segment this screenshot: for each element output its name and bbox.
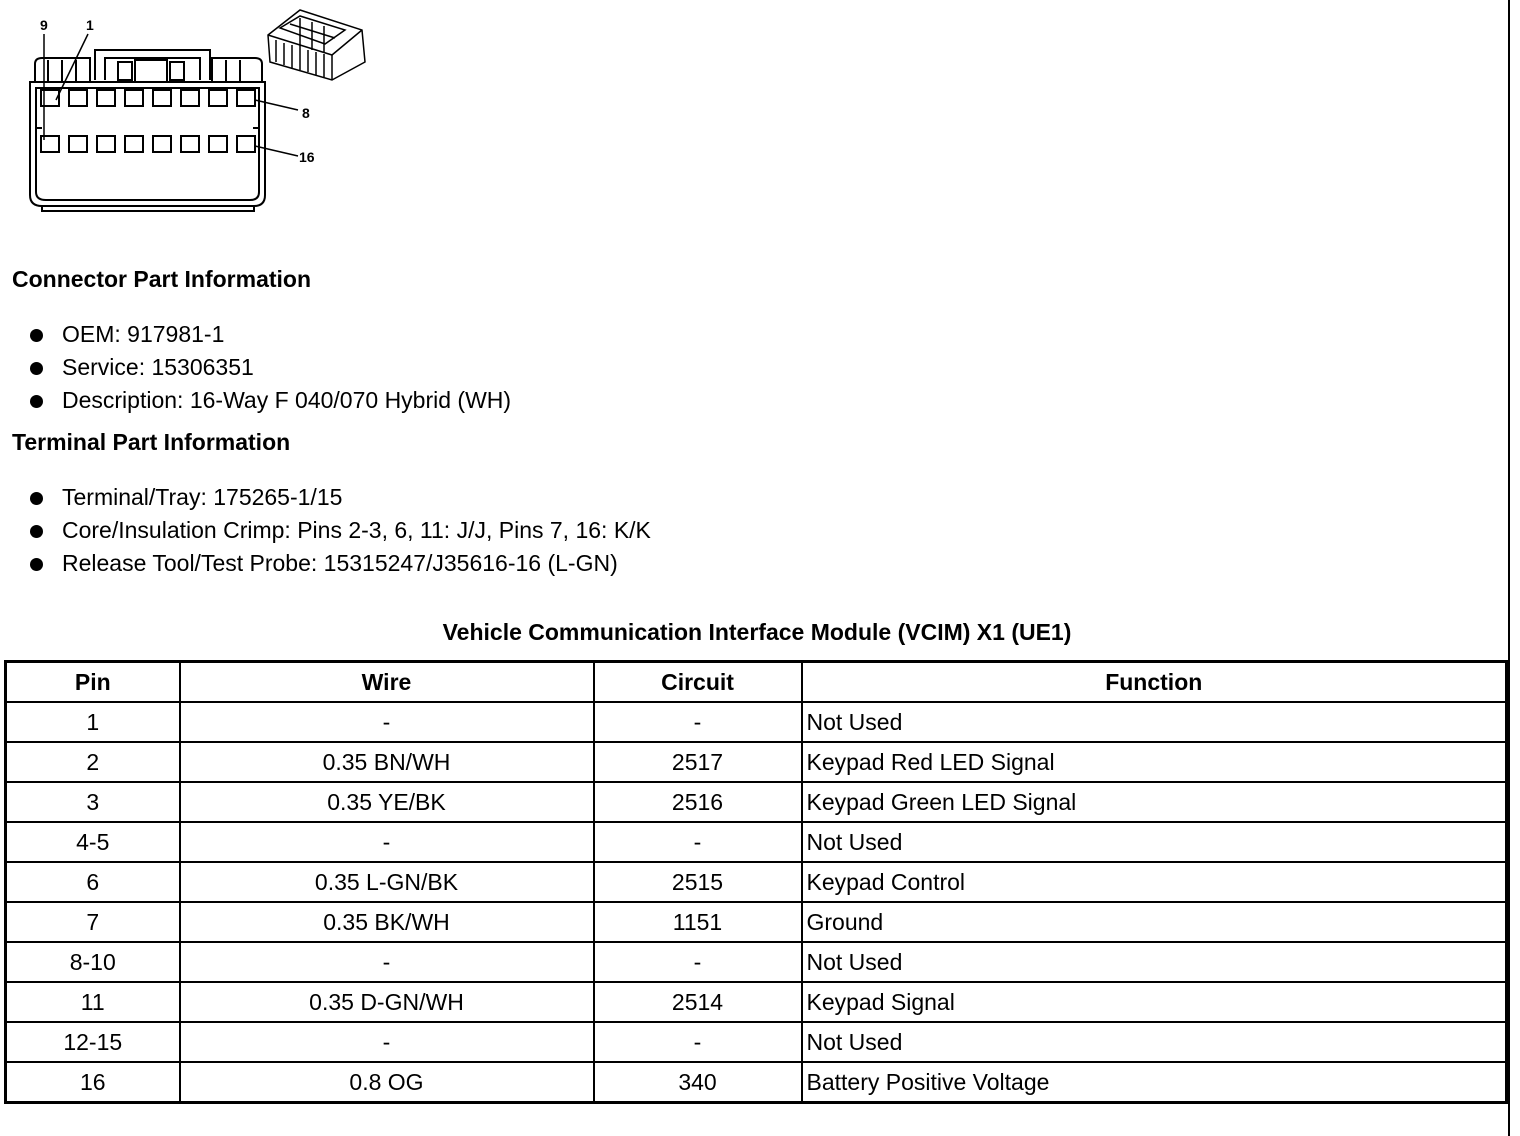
list-item	[28, 481, 651, 514]
list-item	[28, 514, 651, 547]
cell-function: Keypad Control	[802, 862, 1507, 902]
list-item	[28, 547, 651, 580]
table-header-row	[6, 662, 1507, 703]
cell-circuit: 1151	[594, 902, 802, 942]
cell-wire: 0.35 D-GN/WH	[180, 982, 594, 1022]
list-item	[28, 318, 511, 351]
connector-diagram	[0, 0, 400, 230]
cell-wire: -	[180, 702, 594, 742]
terminal-info-heading: Terminal Part Information	[12, 429, 291, 455]
pin-label-9: 9	[40, 17, 48, 33]
table-row	[6, 1022, 1507, 1062]
header-wire: Wire	[180, 662, 594, 703]
connector-thumbnail-icon	[268, 10, 365, 80]
cell-function: Keypad Signal	[802, 982, 1507, 1022]
cell-circuit: 2517	[594, 742, 802, 782]
page-border-right	[1508, 0, 1510, 1136]
table-row	[6, 982, 1507, 1022]
table-row	[6, 702, 1507, 742]
list-item-text: Terminal/Tray: 175265-1/15	[62, 484, 343, 510]
table-row	[6, 822, 1507, 862]
cell-circuit: -	[594, 942, 802, 982]
cell-circuit: 2516	[594, 782, 802, 822]
table-row	[6, 782, 1507, 822]
list-item-text: Service: 15306351	[62, 354, 254, 380]
cell-wire: 0.35 L-GN/BK	[180, 862, 594, 902]
header-pin: Pin	[6, 662, 180, 703]
cell-function: Keypad Red LED Signal	[802, 742, 1507, 782]
pin-label-1: 1	[86, 17, 94, 33]
cell-pin: 2	[6, 742, 180, 782]
cell-pin: 11	[6, 982, 180, 1022]
pinout-table	[4, 660, 1508, 1104]
cell-circuit: 340	[594, 1062, 802, 1103]
cell-function: Not Used	[802, 942, 1507, 982]
cell-pin: 3	[6, 782, 180, 822]
table-row	[6, 902, 1507, 942]
cell-circuit: 2515	[594, 862, 802, 902]
table-row	[6, 862, 1507, 902]
connector-info-list	[28, 318, 511, 417]
connector-info-heading: Connector Part Information	[12, 266, 312, 292]
table-row	[6, 1062, 1507, 1103]
cell-function: Not Used	[802, 822, 1507, 862]
table-row	[6, 742, 1507, 782]
bullet-icon	[30, 525, 43, 538]
cell-wire: -	[180, 942, 594, 982]
list-item-text: Core/Insulation Crimp: Pins 2-3, 6, 11: J/J, Pins 7, 16: K/K	[62, 517, 651, 543]
cell-wire: 0.8 OG	[180, 1062, 594, 1103]
cell-function: Ground	[802, 902, 1507, 942]
cell-pin: 1	[6, 702, 180, 742]
cell-wire: 0.35 YE/BK	[180, 782, 594, 822]
cell-circuit: 2514	[594, 982, 802, 1022]
list-item-text: OEM: 917981-1	[62, 321, 225, 347]
pin-label-16: 16	[299, 149, 315, 165]
bullet-icon	[30, 492, 43, 505]
connector-housing	[30, 50, 265, 211]
cell-circuit: -	[594, 822, 802, 862]
cell-function: Keypad Green LED Signal	[802, 782, 1507, 822]
cell-function: Battery Positive Voltage	[802, 1062, 1507, 1103]
list-item	[28, 351, 511, 384]
cell-circuit: -	[594, 1022, 802, 1062]
terminal-info-list	[28, 481, 651, 580]
list-item-text: Release Tool/Test Probe: 15315247/J35616-16 (L-GN)	[62, 550, 618, 576]
cell-wire: -	[180, 822, 594, 862]
pin-cavities	[41, 90, 255, 152]
cell-pin: 6	[6, 862, 180, 902]
cell-wire: 0.35 BK/WH	[180, 902, 594, 942]
bullet-icon	[30, 362, 43, 375]
table-title: Vehicle Communication Interface Module (VCIM) X1 (UE1)	[442, 619, 1072, 645]
cell-function: Not Used	[802, 1022, 1507, 1062]
cell-pin: 12-15	[6, 1022, 180, 1062]
bullet-icon	[30, 395, 43, 408]
pin-label-8: 8	[302, 105, 310, 121]
cell-pin: 16	[6, 1062, 180, 1103]
bullet-icon	[30, 329, 43, 342]
cell-pin: 7	[6, 902, 180, 942]
header-function: Function	[802, 662, 1507, 703]
cell-pin: 4-5	[6, 822, 180, 862]
list-item-text: Description: 16-Way F 040/070 Hybrid (WH)	[62, 387, 512, 413]
table-row	[6, 942, 1507, 982]
cell-function: Not Used	[802, 702, 1507, 742]
cell-circuit: -	[594, 702, 802, 742]
list-item	[28, 384, 511, 417]
cell-pin: 8-10	[6, 942, 180, 982]
bullet-icon	[30, 558, 43, 571]
cell-wire: -	[180, 1022, 594, 1062]
cell-wire: 0.35 BN/WH	[180, 742, 594, 782]
header-circuit: Circuit	[594, 662, 802, 703]
